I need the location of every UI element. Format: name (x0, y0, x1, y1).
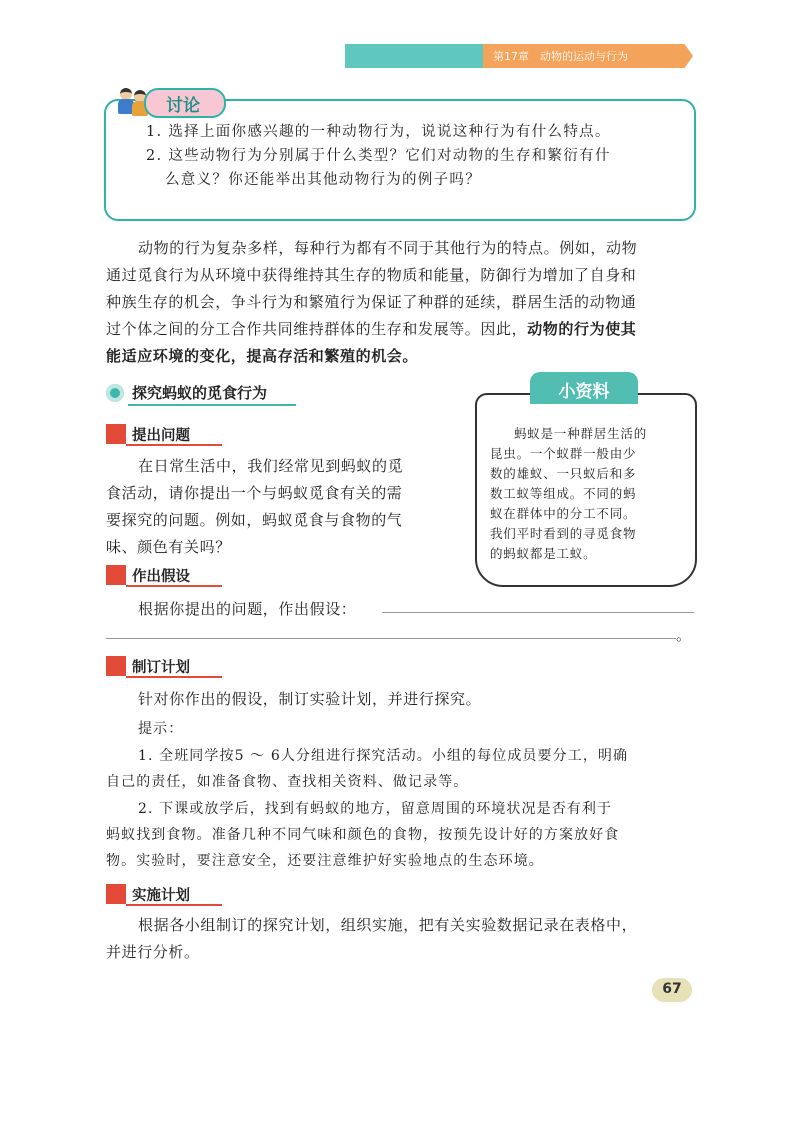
section-underline (128, 404, 296, 406)
implement-line: 并进行分析。 (106, 943, 200, 961)
info-line: 昆虫。一个蚁群一般由少 (490, 446, 637, 461)
intro-emphasis: 能适应环境的变化，提高存活和繁殖的机会。 (106, 347, 419, 365)
step-heading-hypothesis (106, 565, 236, 585)
discussion-line: 么意义？你还能举出其他动物行为的例子吗？ (165, 172, 481, 188)
chapter-bar-teal (345, 44, 485, 68)
step-underline (126, 585, 222, 587)
section-title: 探究蚂蚁的觅食行为 (132, 384, 268, 402)
step-label: 提出问题 (132, 428, 190, 444)
info-tab (530, 372, 638, 404)
plan-hint-line: 物。实验时，要注意安全，还要注意维护好实验地点的生态环境。 (106, 853, 544, 869)
step-label: 实施计划 (132, 888, 190, 904)
step-marker (106, 565, 126, 585)
intro-line (106, 343, 418, 369)
implement-line: 根据各小组制订的探究计划，组织实施，把有关实验数据记录在表格中， (138, 916, 638, 934)
ask-line: 要探究的问题。例如，蚂蚁觅食与食物的气 (106, 511, 403, 529)
page-number-badge (652, 978, 692, 1002)
discussion-line: 1. 选择上面你感兴趣的一种动物行为，说说这种行为有什么特点。 (146, 124, 611, 140)
intro-line-plain: 过个体之间的分工合作共同维持群体的生存和发展等。因此， (106, 320, 528, 338)
intro-line (106, 316, 636, 342)
step-underline (126, 444, 222, 446)
info-line: 蚁在群体中的分工不同。 (490, 506, 637, 521)
plan-hint-line: 1. 全班同学按5 ～ 6人分组进行探究活动。小组的每位成员要分工，明确 (138, 748, 629, 764)
hypothesis-line: 根据你提出的问题，作出假设： (138, 600, 357, 618)
plan-hint-line: 蚂蚁找到食物。准备几种不同气味和颜色的食物，按预先设计好的方案放好食 (106, 827, 620, 843)
step-heading-implement (106, 884, 236, 904)
discussion-line: 2. 这些动物行为分别属于什么类型？它们对动物的生存和繁衍有什 (146, 148, 611, 164)
section-heading (106, 382, 296, 408)
page-number: 67 (662, 981, 682, 997)
step-heading-ask (106, 424, 236, 444)
step-underline (126, 904, 222, 906)
ask-line: 味、颜色有关吗？ (106, 538, 231, 556)
intro-line: 种族生存的机会，争斗行为和繁殖行为保证了种群的延续，群居生活的动物通 (106, 293, 637, 311)
step-marker (106, 656, 126, 676)
intro-emphasis: 动物的行为使其 (527, 320, 637, 338)
step-label: 作出假设 (132, 569, 190, 585)
step-marker (106, 884, 126, 904)
info-line: 的蚂蚁都是工蚁。 (490, 546, 597, 561)
step-heading-plan (106, 656, 236, 676)
hypothesis-blank-line (382, 612, 694, 613)
info-line: 数的雄蚁、一只蚁后和多 (490, 466, 637, 481)
hypothesis-blank-line (106, 638, 676, 639)
plan-hint-line: 2. 下课或放学后，找到有蚂蚁的地方，留意周围的环境状况是否有利于 (138, 801, 613, 817)
ask-line: 食活动，请你提出一个与蚂蚁觅食有关的需 (106, 484, 403, 502)
info-line: 我们平时看到的寻觅食物 (490, 526, 637, 541)
intro-line: 动物的行为复杂多样，每种行为都有不同于其他行为的特点。例如，动物 (138, 239, 638, 257)
info-line: 蚂蚁是一种群居生活的 (514, 426, 648, 441)
chapter-title: 第17章 动物的运动与行为 (493, 50, 628, 63)
step-underline (126, 676, 222, 678)
discussion-badge (118, 86, 222, 116)
intro-line: 通过觅食行为从环境中获得维持其生存的物质和能量，防御行为增加了自身和 (106, 266, 637, 284)
discussion-title: 讨论 (166, 96, 200, 116)
info-title: 小资料 (558, 382, 610, 402)
plan-line: 针对你作出的假设，制订实验计划，并进行探究。 (138, 690, 482, 708)
plan-hint-line: 自己的责任，如准备食物、查找相关资料、做记录等。 (106, 774, 469, 790)
step-label: 制订计划 (132, 660, 190, 676)
info-line: 数工蚁等组成。不同的蚂 (490, 486, 637, 501)
chapter-header-bar (345, 44, 693, 68)
plan-hint-label: 提示： (138, 721, 184, 737)
hypothesis-end-mark: 。 (676, 626, 692, 644)
ask-line: 在日常生活中，我们经常见到蚂蚁的觅 (138, 457, 404, 475)
section-bullet-icon (106, 384, 124, 402)
step-marker (106, 424, 126, 444)
